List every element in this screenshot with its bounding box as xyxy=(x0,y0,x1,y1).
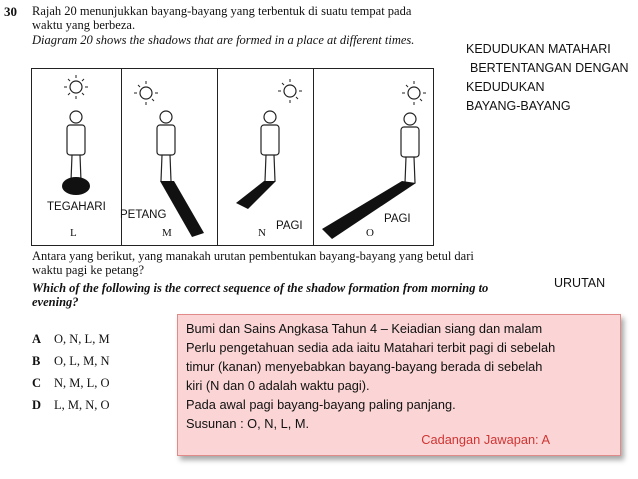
explanation-line: Perlu pengetahuan sedia ada iaitu Matahari terbit pagi di sebelah xyxy=(186,340,556,355)
panel-letter: N xyxy=(258,227,266,239)
panel-o xyxy=(314,69,433,245)
explanation-callout xyxy=(177,314,621,456)
suggested-answer: Cadangan Jawapan: A xyxy=(421,432,550,447)
side-note-line: BERTENTANGAN DENGAN xyxy=(470,61,629,75)
option-d[interactable]: D L, M, N, O xyxy=(32,398,110,412)
question-number: 30 xyxy=(4,4,17,19)
sun-overhead-figure xyxy=(32,69,122,245)
side-note-line: KEDUDUKAN MATAHARI xyxy=(466,42,611,56)
explanation-line: Susunan : O, N, L, M. xyxy=(186,416,310,431)
explanation-line: timur (kanan) menyebabkan bayang-bayang berada di sebelah xyxy=(186,359,543,374)
panel-l xyxy=(32,69,122,245)
question-text-english: Diagram 20 shows the shadows that are formed in a place at different times. xyxy=(32,33,415,47)
panel-letter: O xyxy=(366,227,374,239)
panel-n xyxy=(218,69,314,245)
side-note xyxy=(466,40,638,116)
sun-right-figure xyxy=(218,69,314,245)
option-c[interactable]: C N, M, L, O xyxy=(32,376,110,390)
annotation-m: PETANG xyxy=(120,209,167,221)
annotation-l: TEGAHARI xyxy=(47,201,106,213)
option-b[interactable]: B O, L, M, N xyxy=(32,354,110,368)
prompt-text-malay: Antara yang berikut, yang manakah urutan pembentukan bayang-bayang yang betul dari waktu pagi ke petang? xyxy=(32,249,474,277)
options-list xyxy=(32,328,110,416)
panel-letter: M xyxy=(162,227,172,239)
side-note-line: KEDUDUKAN xyxy=(466,80,545,94)
sun-low-right-figure xyxy=(314,69,433,245)
annotation-n: PAGI xyxy=(276,220,303,232)
prompt-text-english: Which of the following is the correct sequence of the shadow formation from morning to evening? xyxy=(32,281,489,309)
panel-letter: L xyxy=(70,227,77,239)
explanation-line: kiri (N dan 0 adalah waktu pagi). xyxy=(186,378,370,393)
explanation-line: Pada awal pagi bayang-bayang paling panjang. xyxy=(186,397,456,412)
shadow-diagram xyxy=(31,68,434,246)
annotation-o: PAGI xyxy=(384,213,411,225)
urutan-label: URUTAN xyxy=(554,276,606,290)
side-note-line: BAYANG-BAYANG xyxy=(466,99,571,113)
explanation-line: Bumi dan Sains Angkasa Tahun 4 – Keiadian siang dan malam xyxy=(186,321,543,336)
option-a[interactable]: A O, N, L, M xyxy=(32,332,110,346)
question-text-malay: Rajah 20 menunjukkan bayang-bayang yang terbentuk di suatu tempat pada waktu yang berbeza. xyxy=(32,4,412,32)
